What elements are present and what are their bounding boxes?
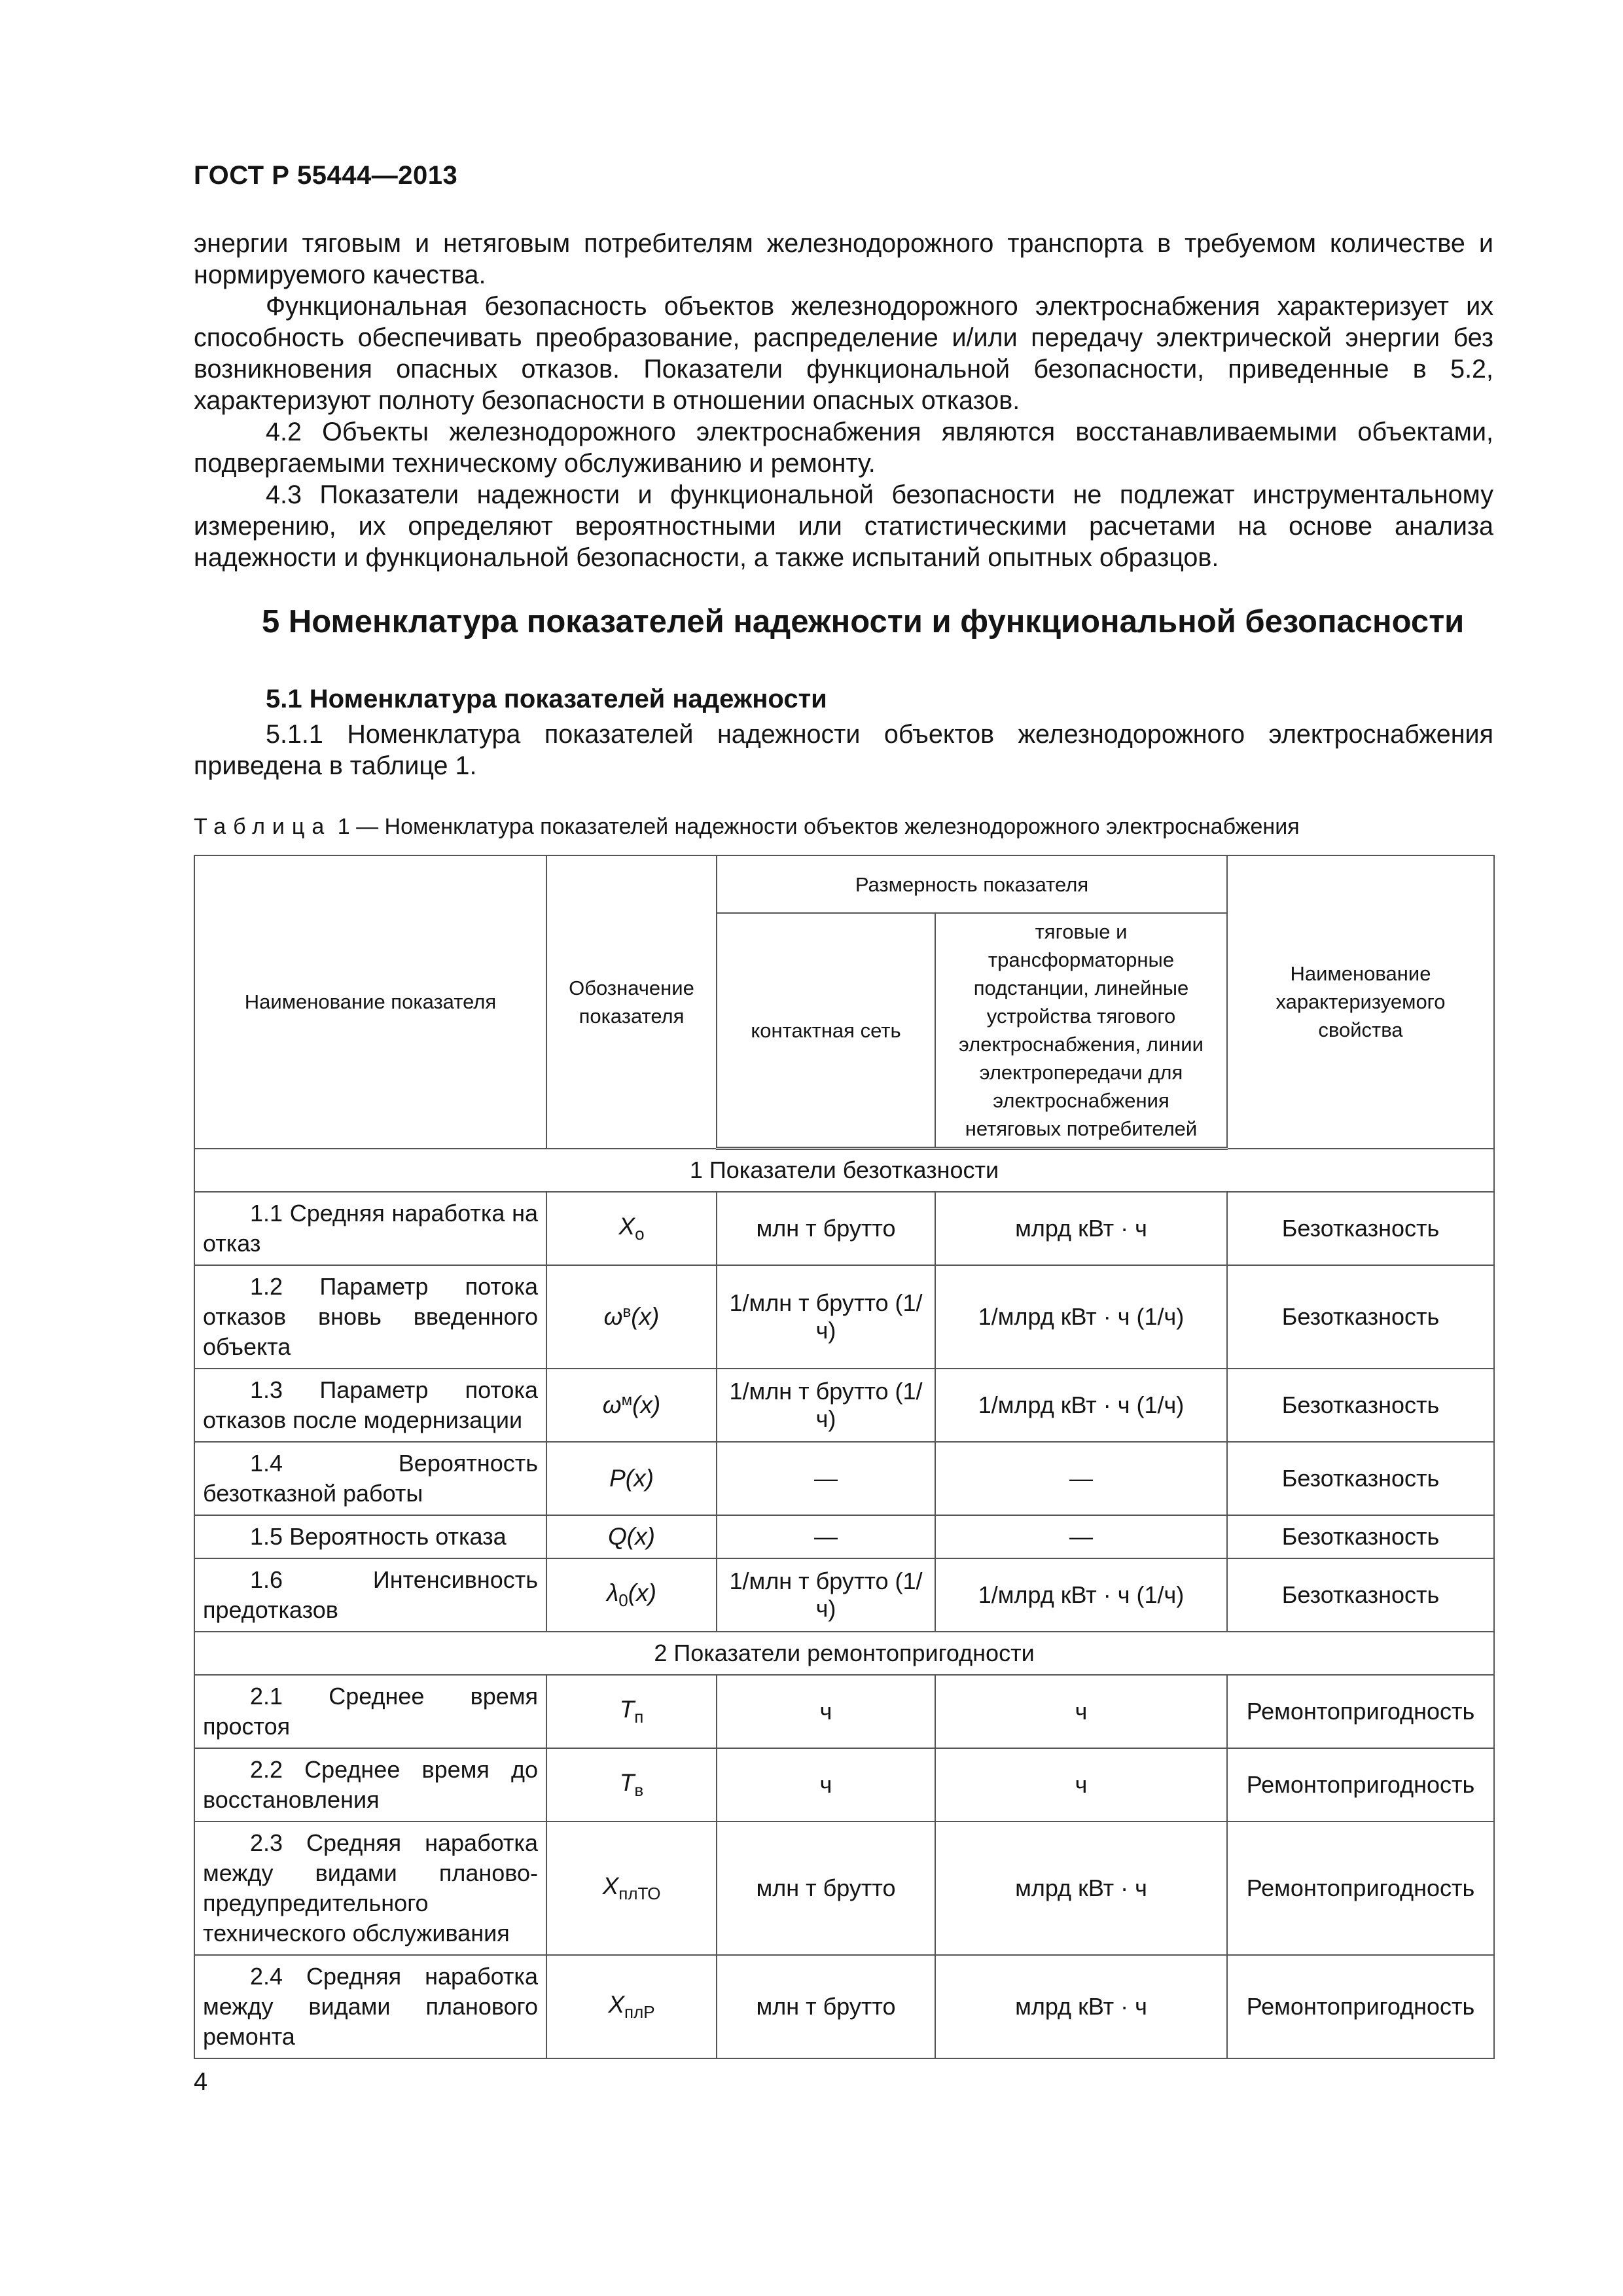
- unit-contact: —: [717, 1515, 935, 1558]
- indicator-symbol: [546, 1748, 717, 1821]
- property: Ремонтопригодность: [1227, 1748, 1494, 1821]
- table-row: [194, 1442, 1494, 1515]
- table-row: [194, 1748, 1494, 1821]
- indicator-text: Средняя наработка между видами планово-предупредительного технического обслуживания: [203, 1829, 538, 1946]
- indicator-symbol: P(x): [546, 1442, 717, 1515]
- symbol-superscript: в: [622, 1302, 632, 1321]
- section-row: 2 Показатели ремонтопригодности: [194, 1632, 1494, 1675]
- indicator-name: [194, 1748, 546, 1821]
- indicator-number: 1.2: [250, 1272, 283, 1300]
- indicator-number: 1.5: [250, 1522, 283, 1550]
- unit-contact: млн т брутто: [717, 1955, 935, 2058]
- indicator-name: [194, 1442, 546, 1515]
- indicator-number: 1.1: [250, 1199, 283, 1227]
- symbol-subscript: о: [635, 1223, 645, 1244]
- indicator-symbol: [546, 1265, 717, 1369]
- table-row: [194, 1369, 1494, 1442]
- reliability-table: [194, 855, 1495, 2059]
- indicator-text: Интенсивность предотказов: [203, 1566, 538, 1623]
- indicator-text: Среднее время до восстановления: [203, 1755, 538, 1813]
- table-row: [194, 1675, 1494, 1748]
- indicator-name: [194, 1265, 546, 1369]
- indicator-name: [194, 1821, 546, 1955]
- table-caption-label: Таблица: [194, 814, 332, 839]
- symbol-argument: (x): [628, 1579, 656, 1606]
- table-row: [194, 1265, 1494, 1369]
- property: Ремонтопригодность: [1227, 1821, 1494, 1955]
- table-row: [194, 1821, 1494, 1955]
- paragraph: 4.3 Показатели надежности и функциональной безопасности не подлежат инструментальному измерению, их определяют вероятностными или статистическими расчетами на основе анализа надежности и функциональной безопасности, а также испытаний опытных образцов.: [194, 480, 1493, 572]
- indicator-symbol: [546, 1821, 717, 1955]
- indicator-number: 1.3: [250, 1376, 283, 1403]
- section-5-1-heading: 5.1 Номенклатура показателей надежности: [266, 685, 827, 713]
- unit-substation: 1/млрд кВт · ч (1/ч): [935, 1369, 1227, 1442]
- unit-contact: 1/млн т брутто (1/ч): [717, 1265, 935, 1369]
- unit-substation: млрд кВт · ч: [935, 1192, 1227, 1265]
- table-row: [194, 1955, 1494, 2058]
- unit-contact: млн т брутто: [717, 1192, 935, 1265]
- indicator-symbol: [546, 1192, 717, 1265]
- symbol-superscript: м: [621, 1391, 633, 1409]
- symbol-argument: (x): [632, 1391, 661, 1418]
- indicator-symbol: Q(x): [546, 1515, 717, 1558]
- section-row: 1 Показатели безотказности: [194, 1149, 1494, 1192]
- symbol-subscript: в: [634, 1780, 644, 1800]
- indicator-text: Вероятность отказа: [289, 1522, 507, 1550]
- table-row: [194, 1558, 1494, 1632]
- unit-substation: ч: [935, 1748, 1227, 1821]
- indicator-number: 1.4: [250, 1449, 283, 1477]
- paragraph: Функциональная безопасность объектов железнодорожного электроснабжения характеризует их способность обеспечивать преобразование, распределение и/или передачу электрической энергии без возникновения опасных отказов. Показатели функциональной безопасности, приведенные в 5.2, характеризуют полноту безопасности в отношении опасных отказов.: [194, 292, 1493, 415]
- header-symbol: Обозначение показателя: [546, 855, 717, 1149]
- symbol-base: T: [619, 1695, 635, 1723]
- indicator-name: [194, 1558, 546, 1632]
- indicator-number: 2.1: [250, 1682, 283, 1710]
- table-row: [194, 1515, 1494, 1558]
- unit-contact: ч: [717, 1675, 935, 1748]
- indicator-text: Параметр потока отказов вновь введенного объекта: [203, 1272, 538, 1360]
- paragraph: 4.2 Объекты железнодорожного электроснабжения являются восстанавливаемыми объектами, подвергаемыми техническому обслуживанию и ремонту.: [194, 418, 1493, 478]
- indicator-text: Средняя наработка на отказ: [203, 1199, 538, 1257]
- indicator-name: [194, 1369, 546, 1442]
- table-caption-text: 1 — Номенклатура показателей надежности объектов железнодорожного электроснабжения: [331, 814, 1300, 839]
- indicator-text: Параметр потока отказов после модернизации: [203, 1376, 538, 1433]
- indicator-text: Средняя наработка между видами планового ремонта: [203, 1962, 538, 2050]
- symbol-base: X: [602, 1872, 619, 1899]
- indicator-text: Вероятность безотказной работы: [203, 1449, 538, 1507]
- indicator-number: 1.6: [250, 1566, 283, 1593]
- property: Ремонтопригодность: [1227, 1675, 1494, 1748]
- property: Безотказность: [1227, 1265, 1494, 1369]
- property: Безотказность: [1227, 1558, 1494, 1632]
- indicator-number: 2.3: [250, 1829, 283, 1856]
- symbol-subscript: 0: [618, 1590, 628, 1610]
- indicator-symbol: [546, 1955, 717, 2058]
- header-substations: тяговые и трансформаторные подстанции, линейные устройства тягового электроснабжения, линии электропередачи для электроснабжения нетяговых потребителей: [935, 913, 1227, 1149]
- unit-substation: —: [935, 1515, 1227, 1558]
- symbol-subscript: плТО: [618, 1883, 661, 1903]
- indicator-number: 2.2: [250, 1755, 283, 1783]
- header-contact: контактная сеть: [717, 913, 935, 1149]
- unit-substation: млрд кВт · ч: [935, 1821, 1227, 1955]
- indicator-symbol: [546, 1369, 717, 1442]
- header-property: Наименование характеризуемого свойства: [1227, 855, 1494, 1149]
- paragraph: энергии тяговым и нетяговым потребителям железнодорожного транспорта в требуемом количестве и нормируемого качества.: [194, 229, 1493, 289]
- symbol-argument: (x): [631, 1302, 660, 1330]
- unit-substation: ч: [935, 1675, 1227, 1748]
- symbol-base: ω: [602, 1391, 622, 1418]
- symbol-subscript: плР: [624, 2001, 655, 2022]
- header-name: Наименование показателя: [194, 855, 546, 1149]
- page-number: 4: [194, 2068, 208, 2096]
- indicator-symbol: [546, 1675, 717, 1748]
- symbol-base: ω: [603, 1302, 623, 1330]
- indicator-number: 2.4: [250, 1962, 283, 1990]
- paragraph: 5.1.1 Номенклатура показателей надежности объектов железнодорожного электроснабжения приведена в таблице 1.: [194, 720, 1493, 780]
- indicator-name: [194, 1675, 546, 1748]
- intro-text: [194, 228, 1493, 573]
- indicator-name: [194, 1192, 546, 1265]
- symbol-base: T: [619, 1768, 635, 1796]
- paragraph-5-1-1: [194, 719, 1493, 781]
- property: Безотказность: [1227, 1515, 1494, 1558]
- unit-contact: млн т брутто: [717, 1821, 935, 1955]
- symbol-base: X: [608, 1990, 625, 2018]
- unit-contact: ч: [717, 1748, 935, 1821]
- unit-contact: 1/млн т брутто (1/ч): [717, 1558, 935, 1632]
- table-row: [194, 1192, 1494, 1265]
- unit-substation: млрд кВт · ч: [935, 1955, 1227, 2058]
- unit-contact: —: [717, 1442, 935, 1515]
- document-header: ГОСТ Р 55444—2013: [194, 161, 458, 190]
- unit-substation: 1/млрд кВт · ч (1/ч): [935, 1558, 1227, 1632]
- property: Ремонтопригодность: [1227, 1955, 1494, 2058]
- symbol-subscript: п: [634, 1706, 644, 1727]
- unit-substation: 1/млрд кВт · ч (1/ч): [935, 1265, 1227, 1369]
- indicator-name: [194, 1515, 546, 1558]
- indicator-symbol: [546, 1558, 717, 1632]
- symbol-base: λ: [607, 1579, 619, 1606]
- header-dimension: Размерность показателя: [717, 855, 1227, 913]
- property: Безотказность: [1227, 1192, 1494, 1265]
- property: Безотказность: [1227, 1442, 1494, 1515]
- indicator-name: [194, 1955, 546, 2058]
- property: Безотказность: [1227, 1369, 1494, 1442]
- unit-substation: —: [935, 1442, 1227, 1515]
- symbol-base: X: [618, 1212, 635, 1240]
- table-caption: [194, 814, 1300, 840]
- unit-contact: 1/млн т брутто (1/ч): [717, 1369, 935, 1442]
- indicator-text: Среднее время простоя: [203, 1682, 538, 1740]
- section-5-heading: 5 Номенклатура показателей надежности и функциональной безопасности: [262, 604, 1465, 639]
